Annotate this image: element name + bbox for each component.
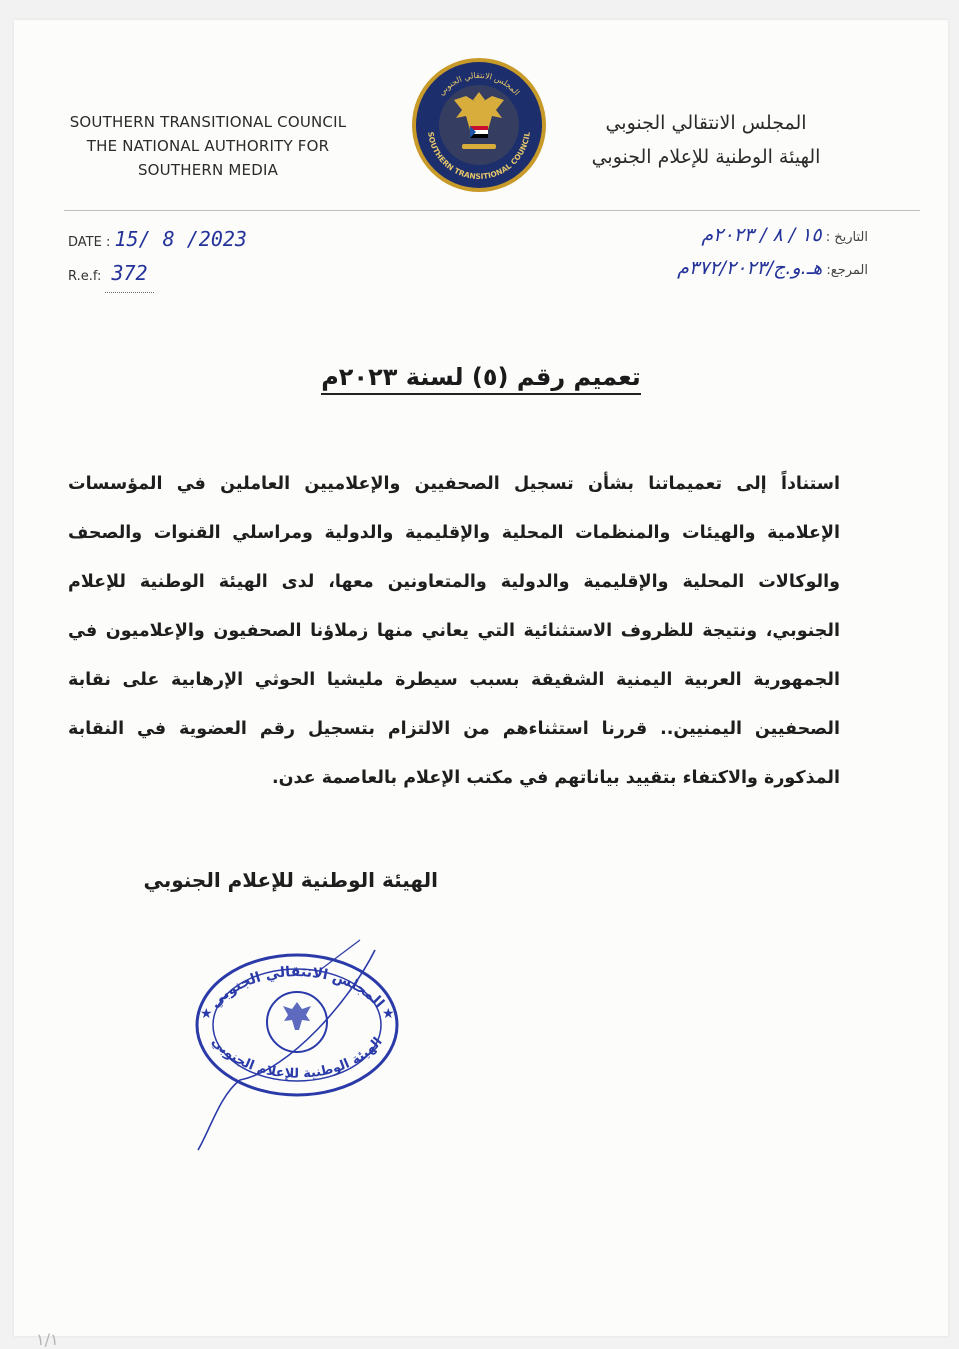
ref-value: 372 [111, 261, 148, 285]
date-label: DATE : [68, 235, 111, 250]
stamp-star-icon: ★ [382, 1006, 395, 1022]
svg-text:الهيئة الوطنية للإعلام الجنوبي [208, 1034, 385, 1081]
council-logo [410, 56, 548, 194]
circular-body: استناداً إلى تعميماتنا بشأن تسجيل الصحفيين والإعلاميين العاملين في المؤسسات الإعلامية والهيئات والمنظمات المحلية والإقليمية والدولية ومراسلي القنوات والصحف والوكالات المحلية والإقليمية والدولية والمتعاونين معها، لدى الهيئة الوطنية للإعلام الجنوبي، ونتيجة للظروف الاستثنائية التي يعاني منها زملاؤنا الصحفيون والإعلاميون في الجمهورية العربية اليمنية الشقيقة بسبب سيطرة مليشيا الحوثي الإرهابية على نقابة الصحفيين اليمنيين.. قررنا استثناءهم من الالتزام بتسجيل رقم العضوية في النقابة المذكورة والاكتفاء بتقييد بياناتهم في مكتب الإعلام بالعاصمة عدن. [68, 474, 840, 788]
page-number: ١/١ [36, 1330, 59, 1349]
arabic-date-label: التاريخ : [825, 230, 868, 245]
signatory: الهيئة الوطنية للإعلام الجنوبي [143, 868, 438, 892]
english-date-ref [68, 224, 247, 293]
arabic-date-ref [677, 220, 868, 286]
arabic-ref-label: المرجع: [826, 263, 868, 278]
stamp-top-text: المجلس الانتقالي الجنوبي [207, 964, 388, 1012]
logo-arabic-text: المجلس الانتقالي الجنوبي [436, 70, 522, 98]
circular-title-text: تعميم رقم (٥) لسنة ٢٠٢٣م [321, 363, 641, 395]
official-stamp [170, 930, 420, 1160]
stamp-bottom-text: الهيئة الوطنية للإعلام الجنوبي [208, 1034, 386, 1082]
arabic-date-value: ١٥ / ٨ / ٢٠٢٣م [701, 224, 822, 246]
arabic-ref-value: هـ.و.ج/٣٧٢/٢٠٢٣م [677, 257, 823, 279]
stamp-star-icon: ★ [200, 1006, 213, 1022]
date-value: 15/ 8 /2023 [114, 227, 247, 251]
arabic-letterhead-line2: الهيئة الوطنية للإعلام الجنوبي [591, 146, 821, 168]
letter-page [14, 20, 948, 1349]
english-letterhead-line1: SOUTHERN TRANSITIONAL COUNCIL [69, 113, 347, 131]
english-letterhead [58, 110, 358, 182]
english-letterhead-line3: SOUTHERN MEDIA [137, 161, 279, 179]
circular-title [14, 363, 948, 391]
arabic-letterhead [546, 106, 866, 174]
english-letterhead-line2: THE NATIONAL AUTHORITY FOR [86, 137, 330, 155]
header-divider [64, 210, 920, 211]
logo-english-text: SOUTHERN TRANSITIONAL COUNCIL [426, 131, 532, 182]
ref-label: R.e.f: [68, 269, 102, 284]
arabic-letterhead-line1: المجلس الانتقالي الجنوبي [605, 112, 807, 134]
